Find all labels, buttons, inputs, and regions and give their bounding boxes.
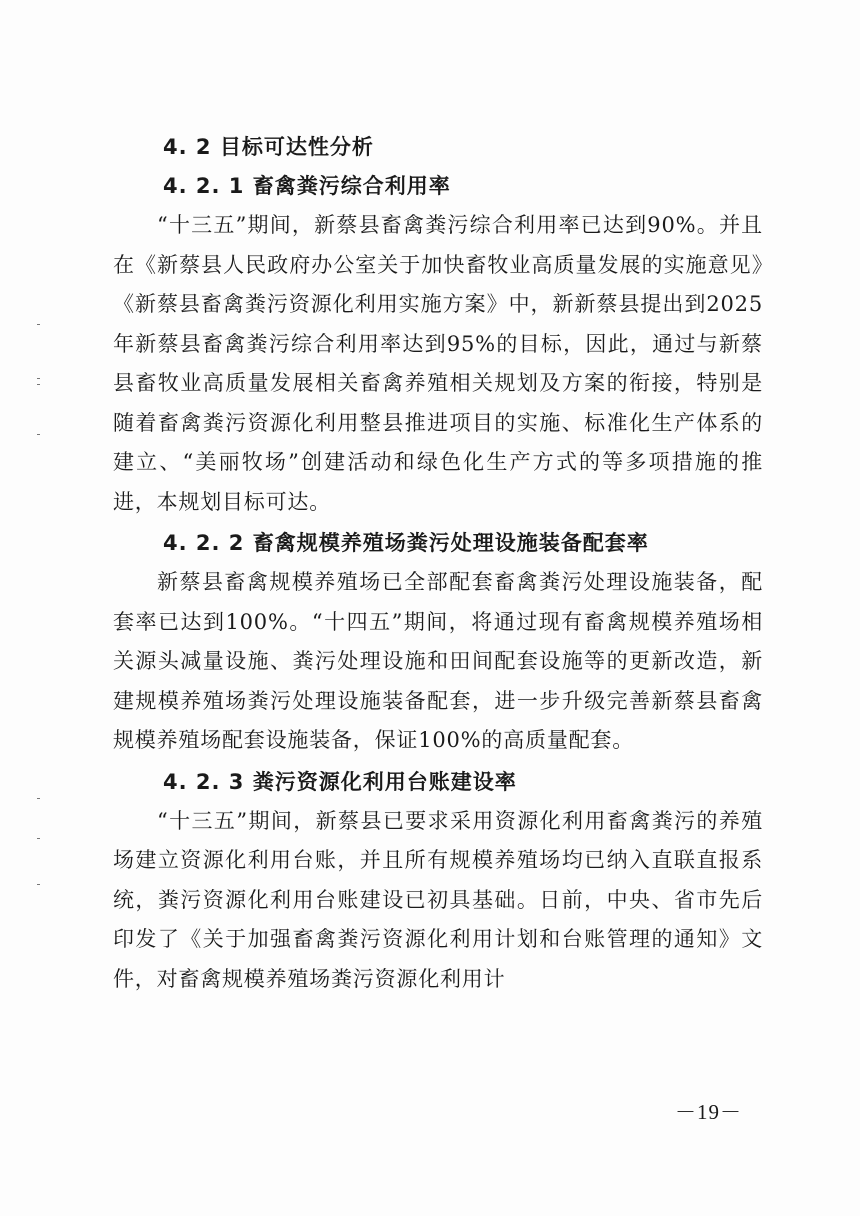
subsection-heading-4-2-3: 4. 2. 3 粪污资源化利用台账建设率 [163,769,517,794]
paragraph-4-2-1: “十三五”期间，新蔡县畜禽粪污综合利用率已达到90%。并且在《新蔡县人民政府办公室关于加快畜牧业高质量发展的实施意见》《新蔡县畜禽粪污资源化利用实施方案》中，新新蔡县提出到2025年新蔡县畜禽粪污综合利用率达到95%的目标，因此，通过与新蔡县畜牧业高质量发展相关畜禽养殖相关规划及方案的衔接，特别是随着畜禽粪污资源化利用整县推进项目的实施、标准化生产体系的建立、“美丽牧场”创建活动和绿色化生产方式的等多项措施的推进，本规划目标可达。 [113,213,763,514]
paragraph-4-2-3: “十三五”期间，新蔡县已要求采用资源化利用畜禽粪污的养殖场建立资源化利用台账，并且所有规模养殖场均已纳入直联直报系统，粪污资源化利用台账建设已初具基础。日前，中央、省市先后印发了《关于加强畜禽粪污资源化利用计划和台账管理的通知》文件，对畜禽规模养殖场粪污资源化利用计 [113,808,763,991]
binding-mark [37,798,40,799]
subsection-heading-4-2-1: 4. 2. 1 畜禽粪污综合利用率 [163,174,451,198]
document-body [113,128,763,999]
paragraph-4-2-2: 新蔡县畜禽规模养殖场已全部配套畜禽粪污处理设施装备，配套率已达到100%。“十四五”期间，将通过现有畜禽规模养殖场相关源头减量设施、粪污处理设施和田间配套设施等的更新改造，新建规模养殖场粪污处理设施装备配套，进一步升级完善新蔡县畜禽规模养殖场配套设施装备，保证100%的高质量配套。 [113,570,763,752]
binding-mark [37,838,40,839]
page-number: －19－ [675,1100,742,1124]
binding-mark [37,384,40,385]
binding-mark [37,434,40,435]
section-heading: 4. 2 目标可达性分析 [163,135,374,159]
binding-mark [37,324,40,325]
binding-mark [37,378,40,379]
binding-mark [37,884,40,885]
subsection-heading-4-2-2: 4. 2. 2 畜禽规模养殖场粪污处理设施装备配套率 [163,531,649,555]
